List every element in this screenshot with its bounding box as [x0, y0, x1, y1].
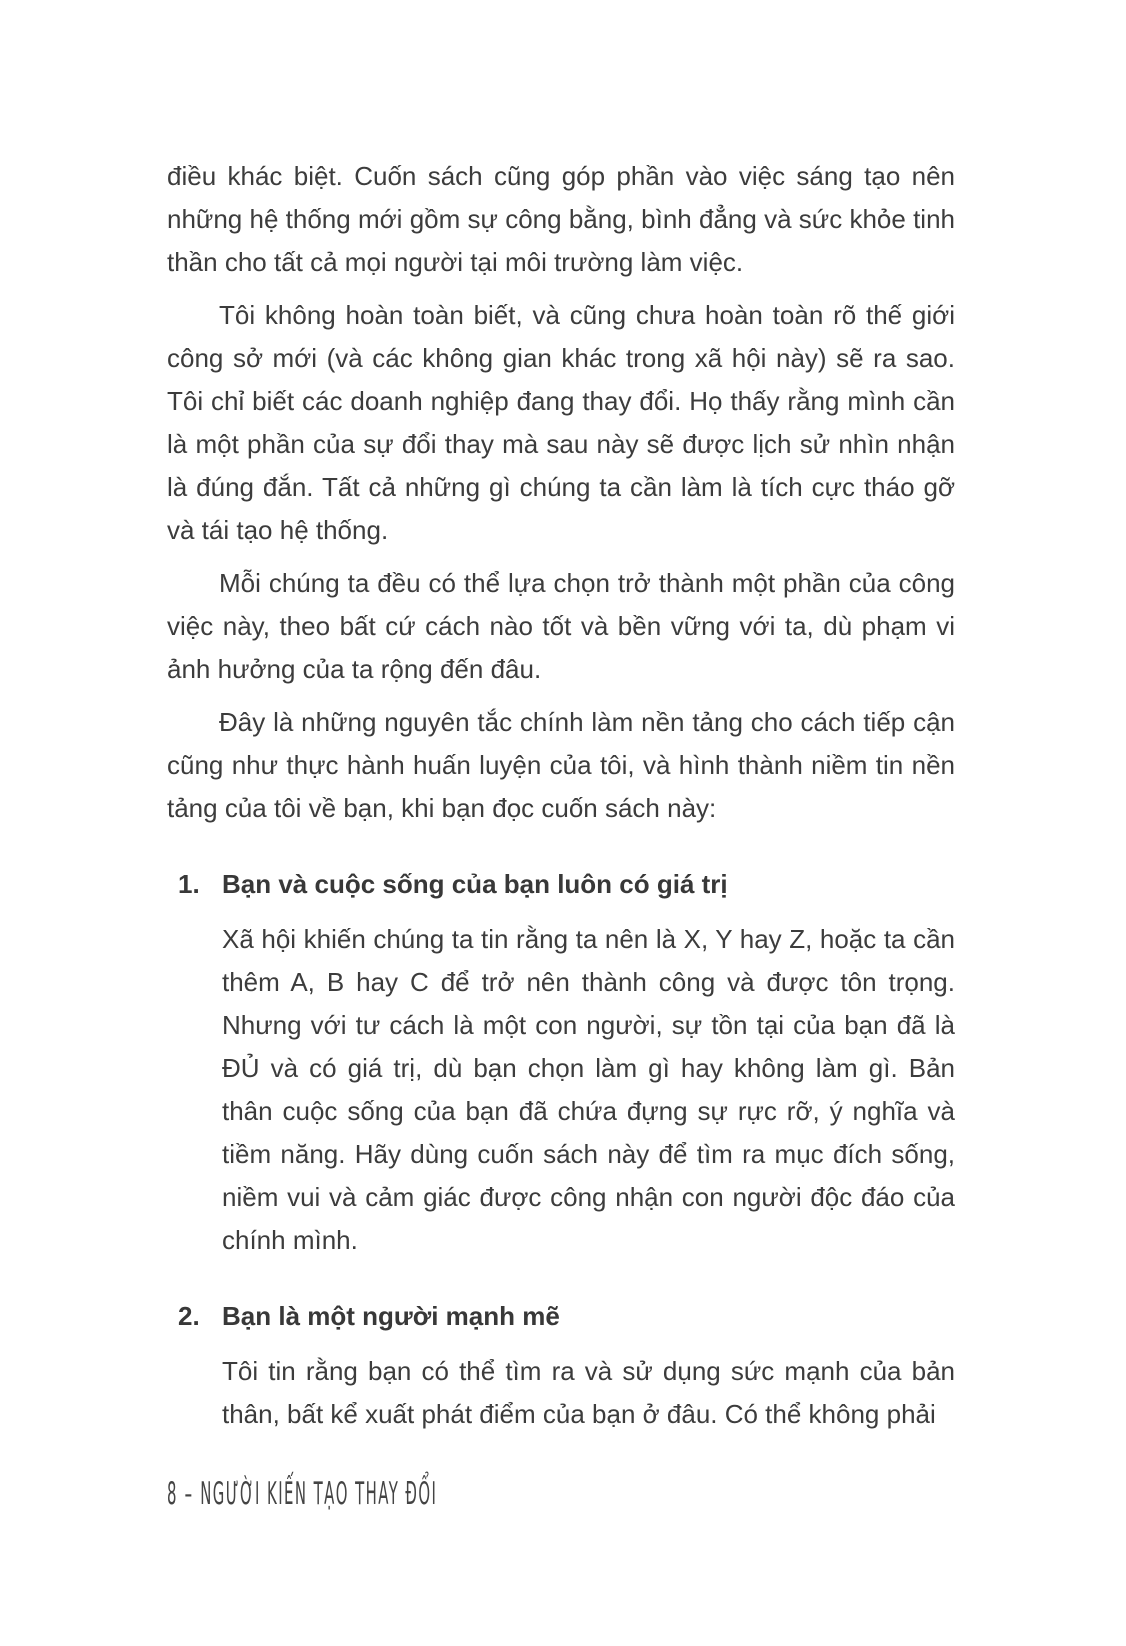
item-2-number: 2. — [178, 1301, 200, 1331]
numbered-item-2 — [167, 1295, 955, 1436]
item-2-heading: Bạn là một người mạnh mẽ — [222, 1301, 560, 1331]
page-footer — [167, 1477, 437, 1511]
paragraph-4: Đây là những nguyên tắc chính làm nền tảng cho cách tiếp cận cũng như thực hành huấn luyện của tôi, và hình thành niềm tin nền tảng của tôi về bạn, khi bạn đọc cuốn sách này: — [167, 707, 955, 823]
item-1-heading-row — [167, 863, 955, 906]
item-2-body: Tôi tin rằng bạn có thể tìm ra và sử dụng sức mạnh của bản thân, bất kể xuất phát điểm của bạn ở đâu. Có thể không phải — [222, 1356, 955, 1429]
paragraph-3: Mỗi chúng ta đều có thể lựa chọn trở thành một phần của công việc này, theo bất cứ cách nào tốt và bền vững với ta, dù phạm vi ảnh hưởng của ta rộng đến đâu. — [167, 568, 955, 684]
item-1-number: 1. — [178, 869, 200, 899]
item-1-heading: Bạn và cuộc sống của bạn luôn có giá trị — [222, 869, 728, 899]
paragraph-1: điều khác biệt. Cuốn sách cũng góp phần vào việc sáng tạo nên những hệ thống mới gồm sự công bằng, bình đẳng và sức khỏe tinh thần cho tất cả mọi người tại môi trường làm việc. — [167, 161, 955, 277]
numbered-item-1 — [167, 863, 955, 1262]
paragraph-2: Tôi không hoàn toàn biết, và cũng chưa hoàn toàn rõ thế giới công sở mới (và các không gian khác trong xã hội này) sẽ ra sao. Tôi chỉ biết các doanh nghiệp đang thay đổi. Họ thấy rằng mình cần là một phần của sự đổi thay mà sau này sẽ được lịch sử nhìn nhận là đúng đắn. Tất cả những gì chúng ta cần làm là tích cực tháo gỡ và tái tạo hệ thống. — [167, 300, 955, 545]
item-2-heading-row — [167, 1295, 955, 1338]
page-body — [167, 155, 955, 1436]
page-number: 8 — [167, 1476, 178, 1512]
footer-separator: – — [184, 1476, 194, 1512]
book-title: NGƯỜI KIẾN TẠO THAY ĐỔI — [200, 1476, 438, 1512]
item-1-body: Xã hội khiến chúng ta tin rằng ta nên là X, Y hay Z, hoặc ta cần thêm A, B hay C để trở nên thành công và được tôn trọng. Nhưng với tư cách là một con người, sự tồn tại của bạn đã là ĐỦ và có giá trị, dù bạn chọn làm gì hay không làm gì. Bản thân cuộc sống của bạn đã chứa đựng sự rực rỡ, ý nghĩa và tiềm năng. Hãy dùng cuốn sách này để tìm ra mục đích sống, niềm vui và cảm giác được công nhận con người độc đáo của chính mình. — [222, 924, 955, 1255]
